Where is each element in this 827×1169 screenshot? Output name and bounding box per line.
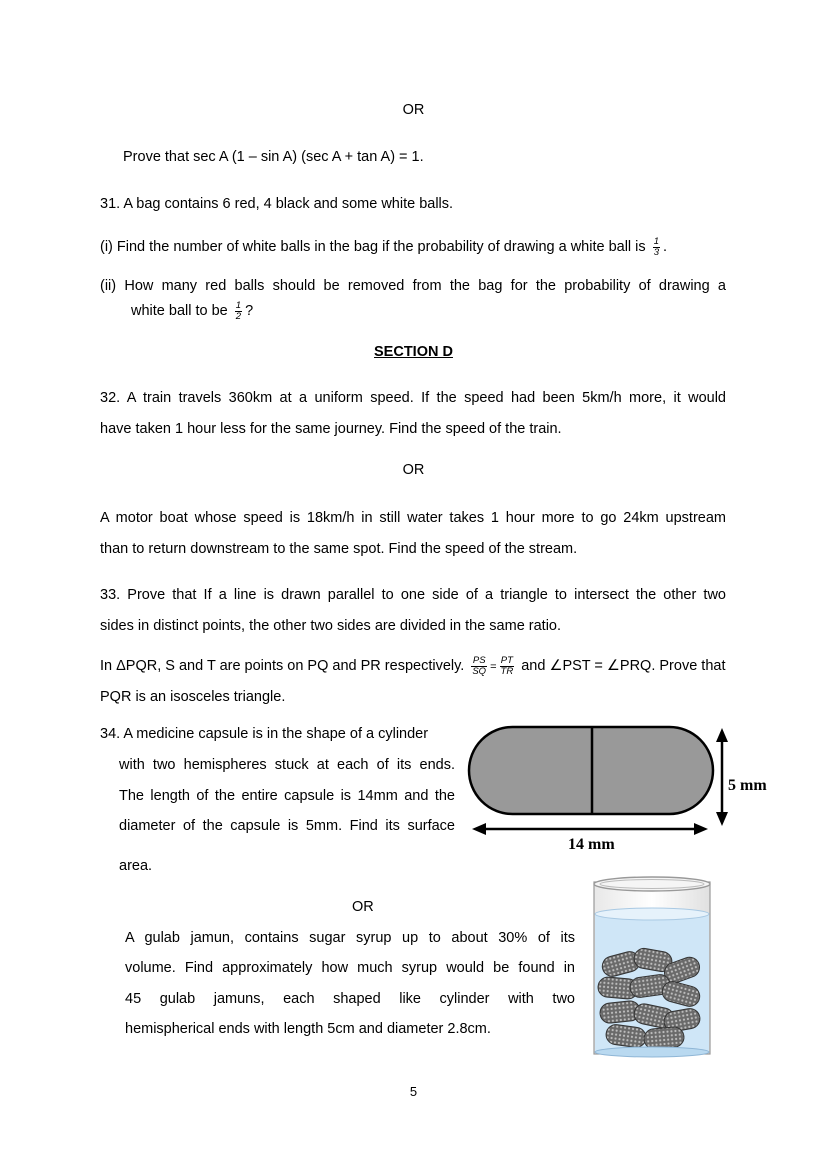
gulab-line4: hemispherical ends with length 5cm and diameter 2.8cm. — [125, 1021, 491, 1037]
q32 — [100, 389, 726, 407]
length-label: 14 mm — [568, 836, 615, 853]
q31-part-ii — [100, 277, 726, 295]
gulab-body — [125, 929, 575, 947]
q34-line4: diameter of the capsule is 5mm. Find its surface — [119, 818, 455, 834]
q34-line5: area. — [119, 858, 153, 874]
q31-part-i: (i) Find the number of white balls in the bag if the probability of drawing a white ball is $\frac{1}{3}$ . — [100, 235, 668, 258]
q34-line2: with two hemispheres stuck at each of its ends. — [119, 757, 455, 773]
capsule-diagram — [462, 718, 792, 858]
q34-body — [119, 787, 455, 805]
page-number: 5 — [409, 1084, 418, 1099]
q33-line2: sides in distinct points, the other two sides are divided in the same ratio. — [100, 618, 562, 634]
fraction-one-third: $\frac{1}{3}$ — [653, 235, 659, 258]
q31-part-ii-line2: white ball to be $\frac{1}{2}$ ? — [131, 299, 254, 322]
or-divider: OR — [352, 899, 374, 915]
q33-pqr-line2: PQR is an isosceles triangle. — [100, 689, 286, 705]
diameter-label: 5 mm — [728, 777, 767, 794]
q34-line3: The length of the entire capsule is 14mm and the — [119, 788, 455, 804]
q31-part-i-text: (i) Find the number of white balls in the bag if the probability of drawing a white ball is — [100, 239, 646, 255]
q31-part-ii-line1: (ii) How many red balls should be removed from the bag for the probability of drawing a — [100, 278, 726, 294]
section-heading: SECTION D — [374, 344, 453, 360]
gulab-body — [125, 990, 575, 1008]
fraction-pt-tr: $\frac{PT}{TR}$ — [500, 654, 514, 677]
gulab-body — [125, 959, 575, 977]
boat-line2: than to return downstream to the same spot. Find the speed of the stream. — [100, 541, 578, 557]
q33-pqr-line1: In ΔPQR, S and T are points on PQ and PR respectively. $\frac{PS}{SQ}$ = $\frac{PT}{TR}$ and ∠PST = ∠PRQ. Prove that — [100, 654, 726, 677]
gulab-line2: volume. Find approximately how much syrup would be found in — [125, 960, 575, 976]
q31-stem: 31. A bag contains 6 red, 4 black and some white balls. — [100, 196, 454, 212]
fraction-ps-sq: $\frac{PS}{SQ}$ — [472, 654, 487, 677]
fraction-one-half: $\frac{1}{2}$ — [235, 299, 242, 322]
arrow-head-down — [716, 812, 728, 826]
syrup-surface — [595, 908, 709, 920]
or-divider: OR — [402, 102, 425, 118]
q32-line1: 32. A train travels 360km at a uniform speed. If the speed had been 5km/h more, it would — [100, 390, 726, 406]
gulab-jamun — [643, 1026, 685, 1049]
q33-line1: 33. Prove that If a line is drawn parallel to one side of a triangle to intersect the other two — [100, 587, 726, 603]
q33 — [100, 586, 726, 604]
q32-line2: have taken 1 hour less for the same journey. Find the speed of the train. — [100, 421, 562, 437]
prove-sec-identity: Prove that sec A (1 – sin A) (sec A + tan A) = 1. — [123, 149, 424, 165]
glass-base — [595, 1047, 709, 1057]
arrow-head-up — [716, 728, 728, 742]
glass-illustration — [590, 874, 714, 1060]
arrow-head-right — [694, 823, 708, 835]
q34-line1: 34. A medicine capsule is in the shape of a cylinder — [100, 726, 429, 742]
gulab-line1: A gulab jamun, contains sugar syrup up to about 30% of its — [125, 930, 575, 946]
gulab-line3: 45 gulab jamuns, each shaped like cylinder with two — [125, 991, 575, 1007]
boat-line1: A motor boat whose speed is 18km/h in still water takes 1 hour more to go 24km upstream — [100, 510, 726, 526]
boat-question — [100, 509, 726, 527]
or-divider: OR — [402, 462, 425, 478]
q34-body — [119, 817, 455, 835]
q34-body — [119, 756, 455, 774]
arrow-head-left — [472, 823, 486, 835]
